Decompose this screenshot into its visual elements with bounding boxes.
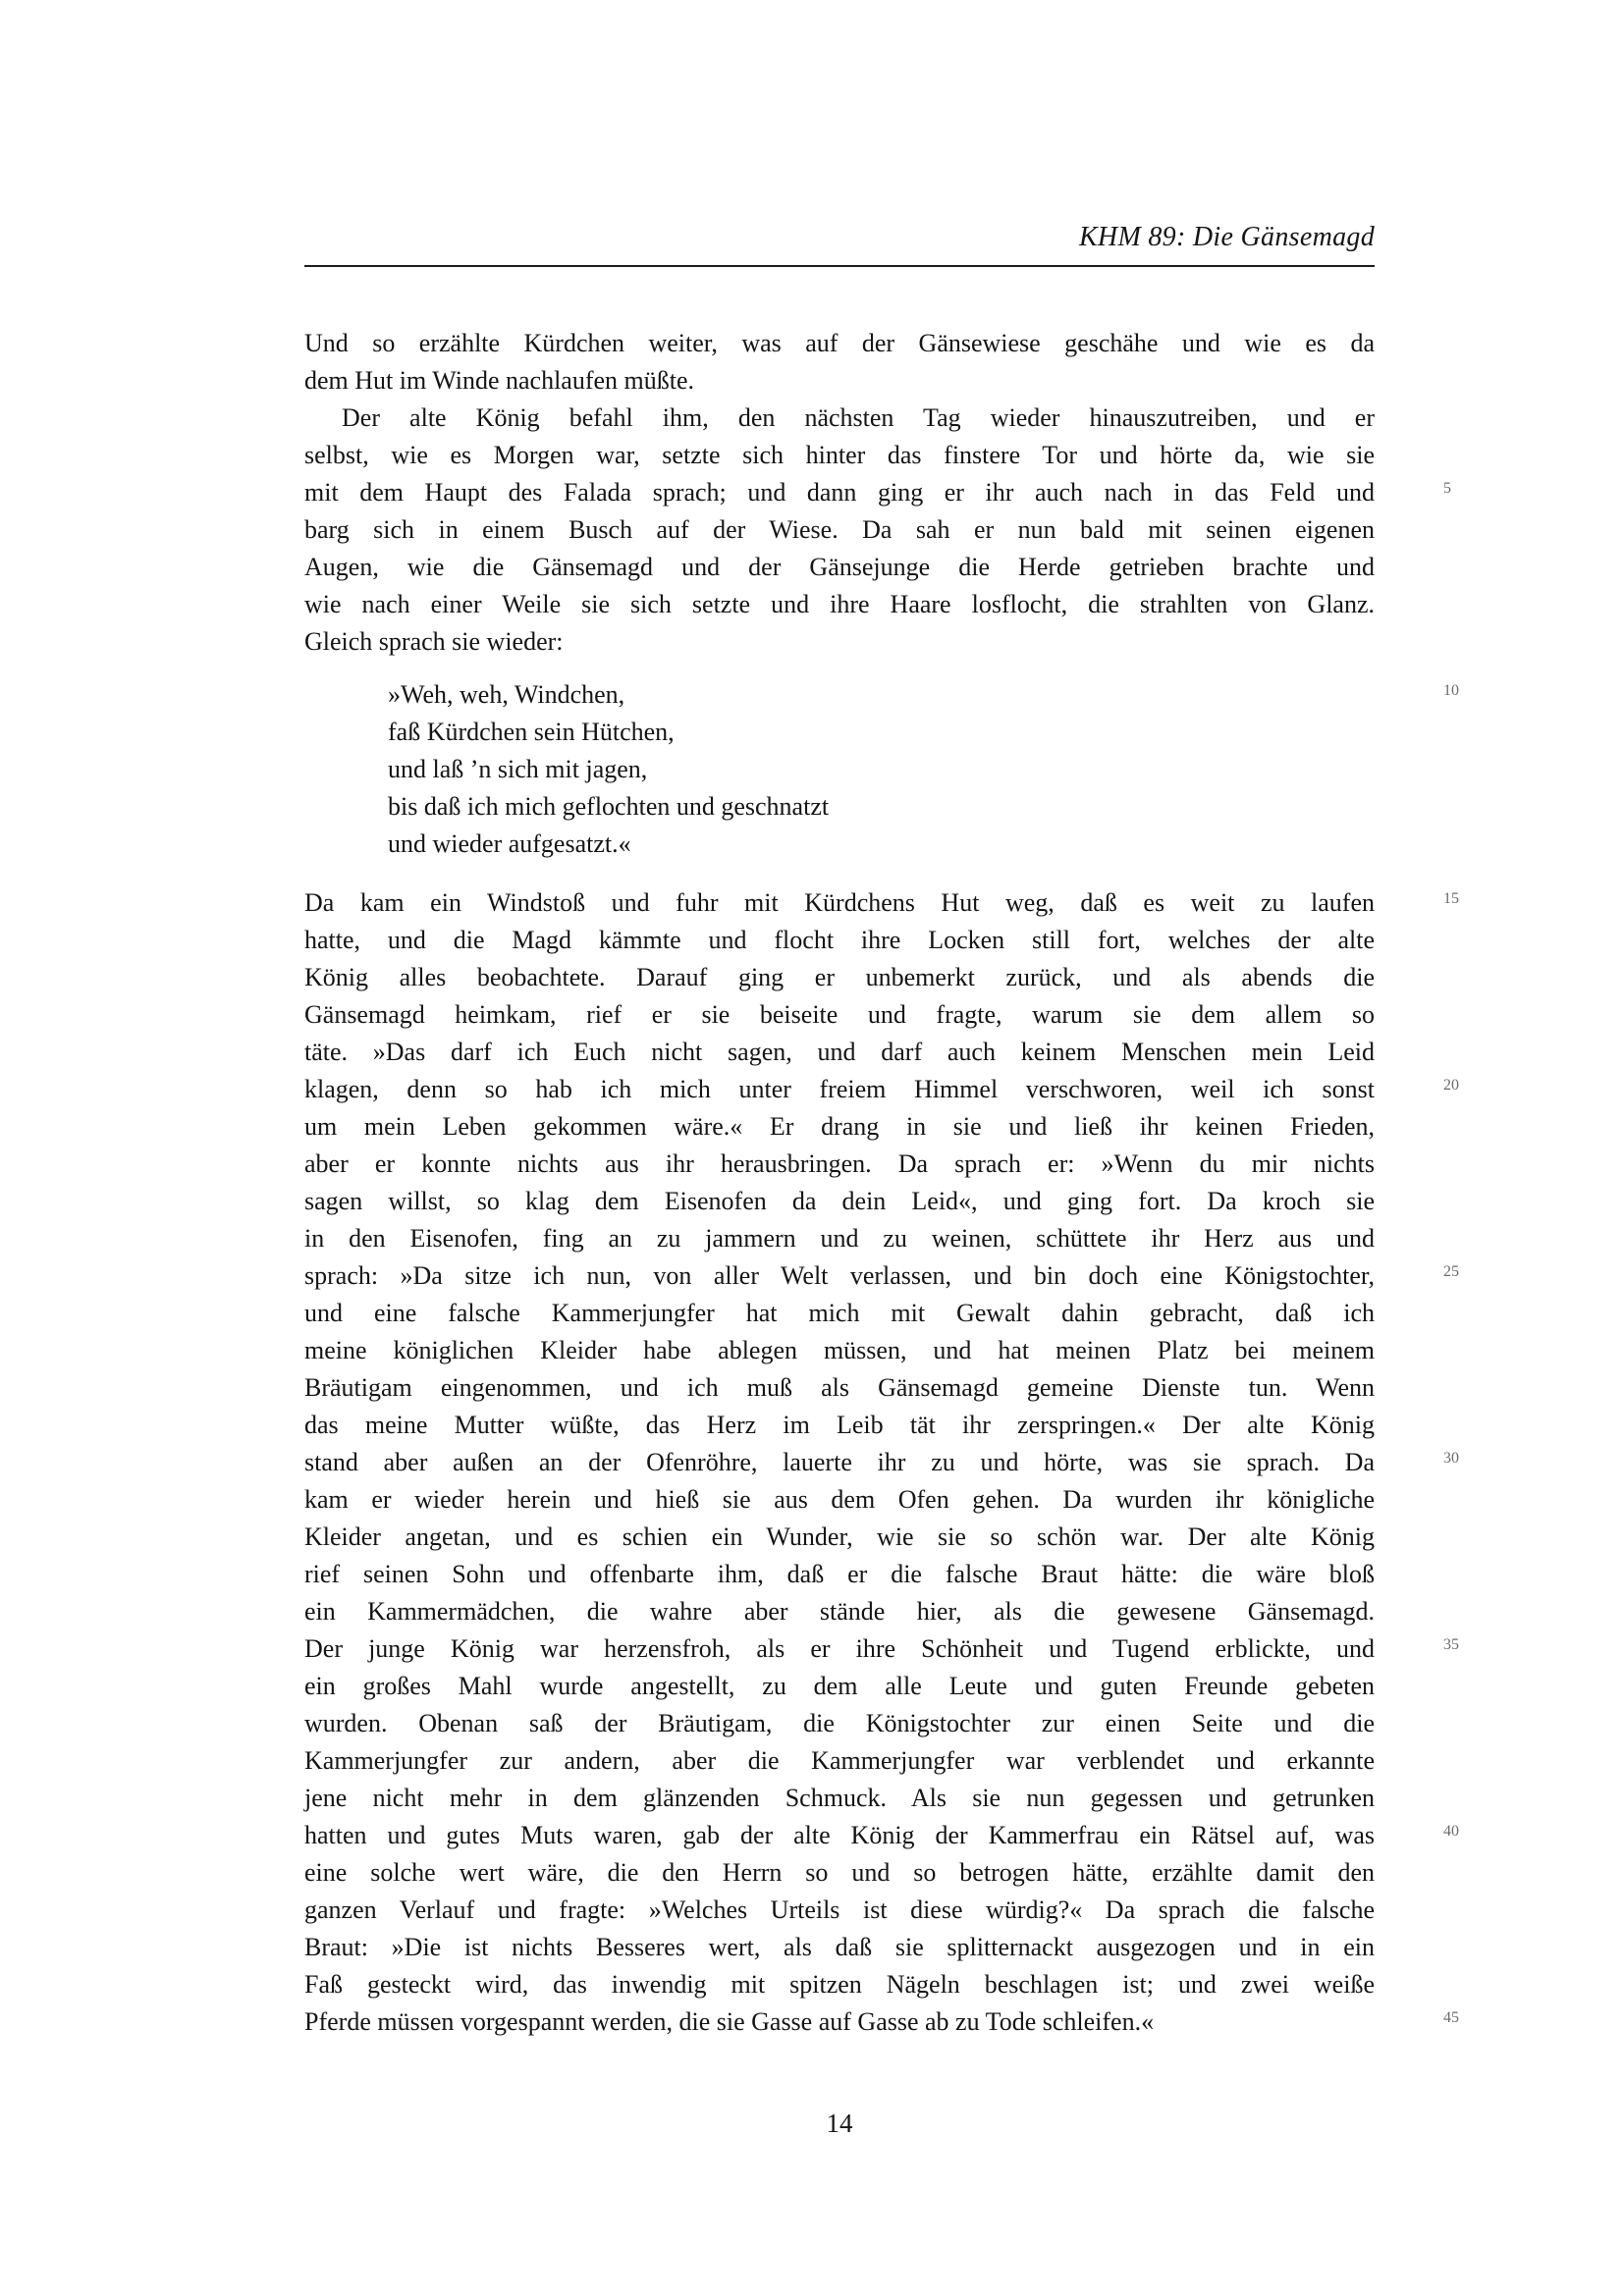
text-line <box>304 1444 1459 1481</box>
text-line-content: bis daß ich mich geflochten und geschnatzt <box>388 792 830 821</box>
text-line-content: Braut: »Die ist nichts Besseres wert, als daß sie splitternackt ausgezogen und in ein <box>304 1933 1375 1961</box>
page-header <box>304 222 1375 267</box>
text-line <box>304 1929 1375 1966</box>
text-line <box>304 400 1375 437</box>
text-line <box>388 751 1375 788</box>
text-line <box>304 1034 1375 1071</box>
text-line <box>304 1966 1375 2003</box>
text-line <box>388 788 1375 826</box>
text-line <box>304 1146 1375 1183</box>
margin-line-number: 10 <box>1443 682 1459 699</box>
text-line-content: Da kam ein Windstoß und fuhr mit Kürdchens Hut weg, daß es weit zu laufen <box>304 888 1375 917</box>
margin-line-number: 45 <box>1443 2009 1459 2026</box>
text-line-content: ganzen Verlauf und fragte: »Welches Urteils ist diese würdig?« Da sprach die falsche <box>304 1896 1375 1924</box>
running-title: KHM 89: Die Gänsemagd <box>1078 222 1375 252</box>
text-line-content: rief seinen Sohn und offenbarte ihm, daß er die falsche Braut hätte: die wäre bloß <box>304 1560 1375 1588</box>
text-line <box>304 1519 1375 1556</box>
text-line <box>388 676 1459 714</box>
text-line-content: hatten und gutes Muts waren, gab der alte König der Kammerfrau ein Rätsel auf, was <box>304 1821 1375 1849</box>
prose-block <box>304 400 1451 661</box>
text-line-content: Und so erzählte Kürdchen weiter, was auf der Gänsewiese geschähe und wie es da <box>304 329 1375 357</box>
text-line <box>304 1780 1375 1817</box>
text-line-content: meine königlichen Kleider habe ablegen müssen, und hat meinen Platz bei meinem <box>304 1336 1375 1364</box>
margin-line-number: 35 <box>1443 1636 1459 1653</box>
text-line-content: sprach: »Da sitze ich nun, von aller Welt verlassen, und bin doch eine Königstochter, <box>304 1261 1375 1290</box>
text-body <box>304 325 1459 2041</box>
text-line-content: und eine falsche Kammerjungfer hat mich mit Gewalt dahin gebracht, daß ich <box>304 1299 1375 1327</box>
text-line-content: jene nicht mehr in dem glänzenden Schmuck. Als sie nun gegessen und getrunken <box>304 1784 1375 1812</box>
text-line-content: Pferde müssen vorgespannt werden, die sie Gasse auf Gasse ab zu Tode schleifen.« <box>304 2007 1155 2036</box>
text-line <box>304 2003 1459 2041</box>
text-line-content: sagen willst, so klag dem Eisenofen da dein Leid«, und ging fort. Da kroch sie <box>304 1187 1375 1215</box>
text-line-content: Kleider angetan, und es schien ein Wunder, wie sie so schön war. Der alte König <box>304 1522 1375 1551</box>
text-line <box>304 1817 1459 1854</box>
text-line <box>304 1668 1375 1705</box>
prose-block <box>304 884 1459 2041</box>
text-line <box>304 325 1375 362</box>
margin-line-number: 5 <box>1443 480 1451 497</box>
margin-line-number: 40 <box>1443 1823 1459 1840</box>
text-line <box>304 959 1375 996</box>
text-line-content: um mein Leben gekommen wäre.« Er drang in sie und ließ ihr keinen Frieden, <box>304 1112 1375 1141</box>
text-line <box>304 884 1459 922</box>
verse-block <box>388 676 1459 863</box>
text-line <box>304 996 1375 1034</box>
text-line-content: »Weh, weh, Windchen, <box>388 680 625 709</box>
text-line-content: mit dem Haupt des Falada sprach; und dann ging er ihr auch nach in das Feld und <box>304 478 1375 507</box>
text-line-content: kam er wieder herein und hieß sie aus dem Ofen gehen. Da wurden ihr königliche <box>304 1485 1375 1514</box>
text-line <box>304 1854 1375 1892</box>
text-line <box>304 623 1375 661</box>
text-line <box>304 586 1375 623</box>
text-line-content: König alles beobachtete. Darauf ging er unbemerkt zurück, und als abends die <box>304 963 1375 991</box>
text-line <box>388 826 1375 863</box>
text-line <box>304 1705 1375 1742</box>
text-line <box>304 474 1451 511</box>
text-line <box>304 362 1375 400</box>
text-line <box>304 1742 1375 1780</box>
text-line-content: und wieder aufgesatzt.« <box>388 829 631 858</box>
text-line-content: aber er konnte nichts aus ihr herausbringen. Da sprach er: »Wenn du mir nichts <box>304 1149 1375 1178</box>
text-line <box>304 1257 1459 1295</box>
text-line-content: Gänsemagd heimkam, rief er sie beiseite und fragte, warum sie dem allem so <box>304 1000 1375 1029</box>
text-line <box>304 1556 1375 1593</box>
text-line <box>304 1892 1375 1929</box>
text-line <box>304 549 1375 586</box>
margin-line-number: 20 <box>1443 1077 1459 1094</box>
text-line-content: ein Kammermädchen, die wahre aber stände hier, als die gewesene Gänsemagd. <box>304 1597 1375 1626</box>
text-line-content: Der junge König war herzensfroh, als er ihre Schönheit und Tugend erblickte, und <box>304 1634 1375 1663</box>
text-line <box>304 1183 1375 1220</box>
text-line-content: in den Eisenofen, fing an zu jammern und zu weinen, schüttete ihr Herz aus und <box>304 1224 1375 1253</box>
text-line-content: Der alte König befahl ihm, den nächsten Tag wieder hinauszutreiben, und er <box>342 403 1375 432</box>
text-line-content: Augen, wie die Gänsemagd und der Gänsejunge die Herde getrieben brachte und <box>304 553 1375 581</box>
page-number: 14 <box>826 2109 853 2138</box>
text-line-content: dem Hut im Winde nachlaufen müßte. <box>304 366 695 395</box>
text-line-content: hatte, und die Magd kämmte und flocht ihre Locken still fort, welches der alte <box>304 926 1375 954</box>
text-line-content: klagen, denn so hab ich mich unter freiem Himmel verschworen, weil ich sonst <box>304 1075 1375 1103</box>
text-line-content: stand aber außen an der Ofenröhre, lauerte ihr zu und hörte, was sie sprach. Da <box>304 1448 1375 1476</box>
text-line <box>304 1593 1375 1630</box>
margin-line-number: 15 <box>1443 890 1459 907</box>
text-line-content: selbst, wie es Morgen war, setzte sich hinter das finstere Tor und hörte da, wie sie <box>304 441 1375 469</box>
text-line <box>304 1407 1375 1444</box>
text-line <box>304 1295 1375 1332</box>
margin-line-number: 30 <box>1443 1450 1459 1467</box>
text-line <box>304 1630 1459 1668</box>
text-line <box>304 437 1375 474</box>
text-line <box>304 1369 1375 1407</box>
text-line <box>304 1071 1459 1108</box>
text-line-content: wie nach einer Weile sie sich setzte und ihre Haare losflocht, die strahlten von Glanz. <box>304 590 1375 618</box>
text-line-content: ein großes Mahl wurde angestellt, zu dem alle Leute und guten Freunde gebeten <box>304 1672 1375 1700</box>
text-line-content: täte. »Das darf ich Euch nicht sagen, und darf auch keinem Menschen mein Leid <box>304 1038 1375 1066</box>
text-line-content: eine solche wert wäre, die den Herrn so und so betrogen hätte, erzählte damit den <box>304 1858 1375 1887</box>
text-line-content: Gleich sprach sie wieder: <box>304 627 564 656</box>
text-line <box>304 1481 1375 1519</box>
text-line <box>304 1108 1375 1146</box>
prose-block <box>304 325 1375 400</box>
text-line-content: faß Kürdchen sein Hütchen, <box>388 718 675 746</box>
text-line-content: Bräutigam eingenommen, und ich muß als Gänsemagd gemeine Dienste tun. Wenn <box>304 1373 1375 1402</box>
text-line <box>304 511 1375 549</box>
text-line <box>304 1332 1375 1369</box>
text-line-content: das meine Mutter wüßte, das Herz im Leib tät ihr zerspringen.« Der alte König <box>304 1411 1375 1439</box>
text-line <box>388 714 1375 751</box>
text-line-content: Faß gesteckt wird, das inwendig mit spitzen Nägeln beschlagen ist; und zwei weiße <box>304 1970 1375 1999</box>
margin-line-number: 25 <box>1443 1263 1459 1280</box>
text-line-content: wurden. Obenan saß der Bräutigam, die Königstochter zur einen Seite und die <box>304 1709 1375 1737</box>
text-line-content: barg sich in einem Busch auf der Wiese. Da sah er nun bald mit seinen eigenen <box>304 515 1375 544</box>
text-line-content: und laß ’n sich mit jagen, <box>388 755 648 783</box>
text-line <box>304 1220 1375 1257</box>
text-line-content: Kammerjungfer zur andern, aber die Kammerjungfer war verblendet und erkannte <box>304 1746 1375 1775</box>
text-line <box>304 922 1375 959</box>
